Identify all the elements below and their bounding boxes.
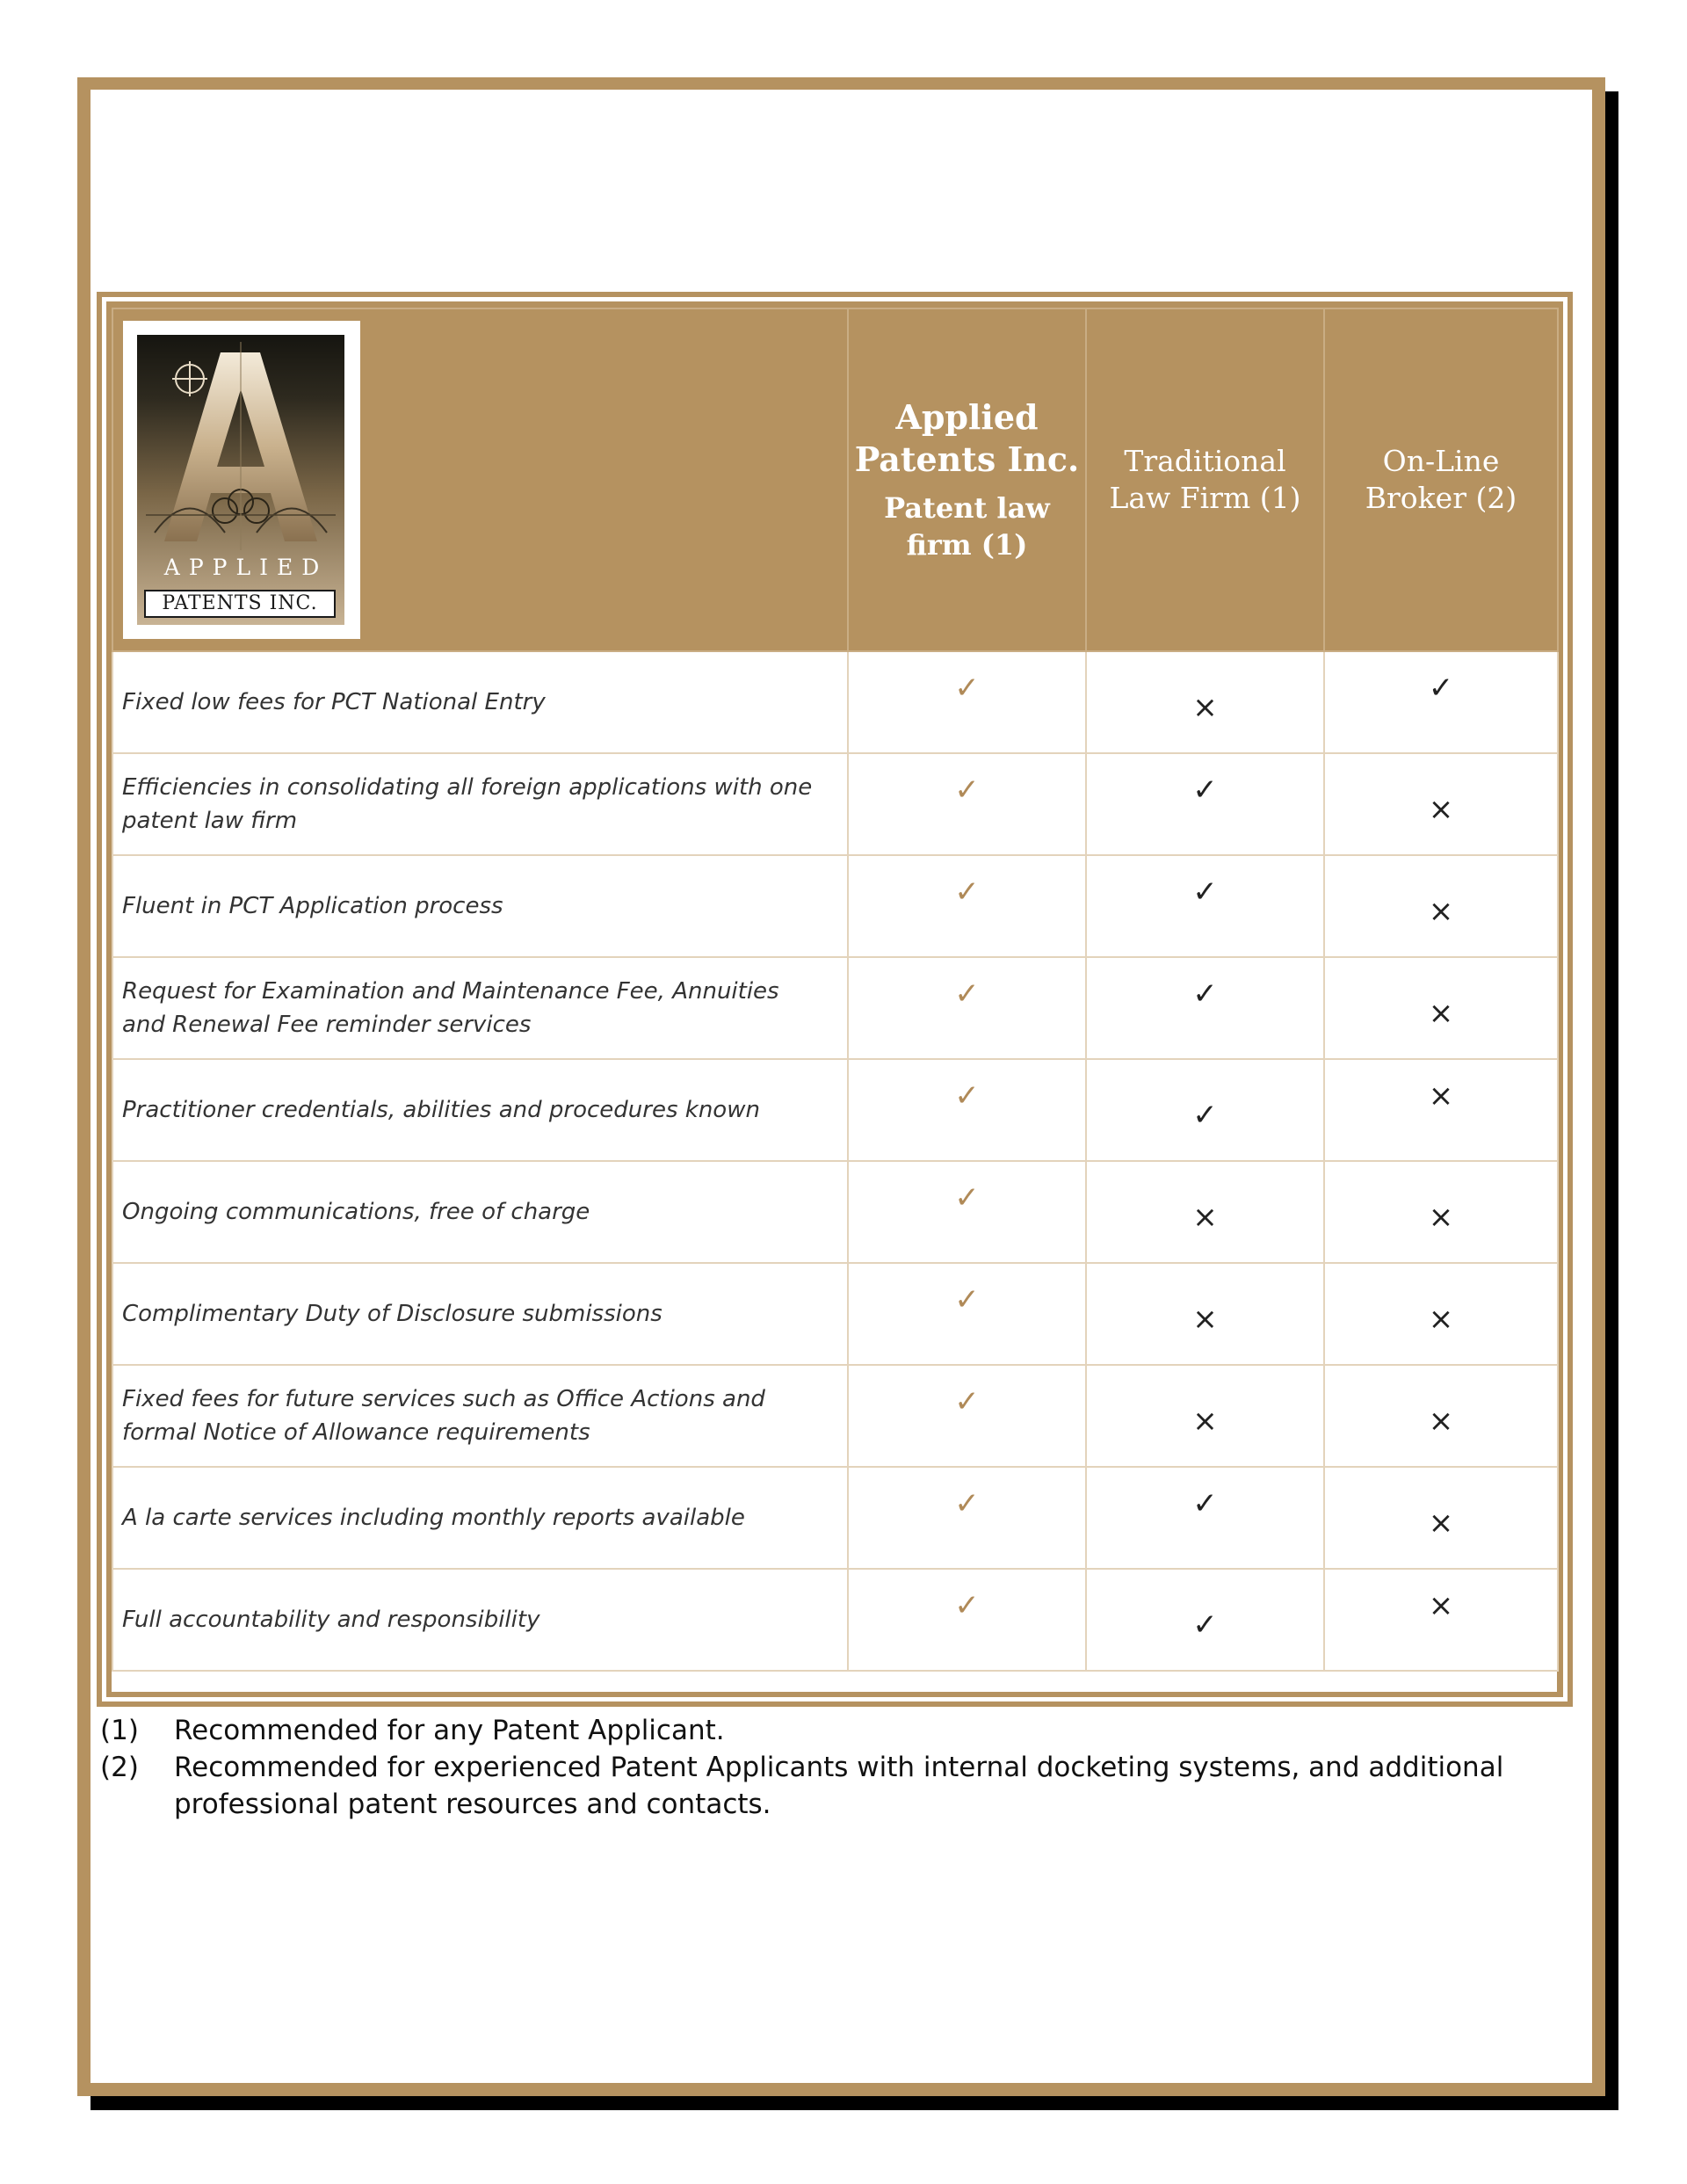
- table-row: [112, 1161, 1558, 1263]
- table-row: [112, 1263, 1558, 1365]
- cell-applied-patents: [848, 1263, 1086, 1365]
- feature-label: Ongoing communications, free of charge: [112, 1161, 848, 1263]
- check-icon: ✓: [954, 671, 980, 706]
- footnote-2: [100, 1749, 1506, 1823]
- company-logo: [123, 321, 360, 639]
- check-icon: ✓: [954, 976, 980, 1012]
- footnote-1: [100, 1712, 1506, 1749]
- header-online-broker: [1324, 308, 1558, 651]
- logo-wordmark-bottom: PATENTS INC.: [144, 590, 336, 618]
- feature-label: Practitioner credentials, abilities and procedures known: [112, 1059, 848, 1161]
- cell-traditional-law-firm: [1086, 1059, 1324, 1161]
- header-traditional-law-firm: [1086, 308, 1324, 651]
- feature-label: Fixed low fees for PCT National Entry: [112, 651, 848, 753]
- table-row: [112, 753, 1558, 855]
- table-row: [112, 1059, 1558, 1161]
- cell-online-broker: [1324, 651, 1558, 753]
- feature-label: Request for Examination and Maintenance Fee, Annuities and Renewal Fee reminder services: [112, 957, 848, 1059]
- feature-label: Efficiencies in consolidating all foreign applications with one patent law firm: [112, 753, 848, 855]
- check-icon: ✓: [1192, 1098, 1218, 1133]
- cell-applied-patents: [848, 1467, 1086, 1569]
- cell-online-broker: [1324, 1161, 1558, 1263]
- header-traditional-law-firm-label: Traditional Law Firm (1): [1109, 444, 1301, 515]
- cross-icon: ×: [1428, 1078, 1454, 1114]
- cell-online-broker: [1324, 1569, 1558, 1671]
- cross-icon: ×: [1428, 1302, 1454, 1337]
- cell-applied-patents: [848, 855, 1086, 957]
- comparison-table: [112, 308, 1559, 1672]
- cell-applied-patents: [848, 1365, 1086, 1467]
- cell-applied-patents: [848, 1059, 1086, 1161]
- cross-icon: ×: [1192, 1404, 1218, 1439]
- cross-icon: ×: [1192, 690, 1218, 725]
- cell-applied-patents: [848, 1161, 1086, 1263]
- cell-traditional-law-firm: [1086, 855, 1324, 957]
- logo-wordmark-top: APPLIED: [163, 555, 329, 580]
- header-online-broker-label: On-Line Broker (2): [1365, 444, 1517, 515]
- cell-traditional-law-firm: [1086, 1365, 1324, 1467]
- check-icon: ✓: [954, 874, 980, 910]
- table-row: [112, 1569, 1558, 1671]
- cell-applied-patents: [848, 957, 1086, 1059]
- feature-label: Complimentary Duty of Disclosure submissions: [112, 1263, 848, 1365]
- cross-icon: ×: [1428, 894, 1454, 929]
- cross-icon: ×: [1428, 792, 1454, 827]
- header-applied-patents-title: Applied Patents Inc.: [854, 397, 1080, 479]
- check-icon: ✓: [954, 1078, 980, 1114]
- logo-cell: [112, 308, 848, 651]
- cell-online-broker: [1324, 1263, 1558, 1365]
- feature-label: Fixed fees for future services such as Office Actions and formal Notice of Allowance requirements: [112, 1365, 848, 1467]
- cell-online-broker: [1324, 1059, 1558, 1161]
- check-icon: ✓: [954, 1588, 980, 1623]
- table-row: [112, 855, 1558, 957]
- header-applied-patents: [848, 308, 1086, 651]
- cross-icon: ×: [1192, 1302, 1218, 1337]
- feature-label: Fluent in PCT Application process: [112, 855, 848, 957]
- cell-traditional-law-firm: [1086, 651, 1324, 753]
- feature-label: Full accountability and responsibility: [112, 1569, 848, 1671]
- cell-applied-patents: [848, 651, 1086, 753]
- cell-online-broker: [1324, 753, 1558, 855]
- footnotes: [100, 1712, 1506, 1823]
- check-icon: ✓: [1192, 1486, 1218, 1521]
- cell-traditional-law-firm: [1086, 753, 1324, 855]
- cell-applied-patents: [848, 1569, 1086, 1671]
- check-icon: ✓: [954, 1180, 980, 1215]
- cell-online-broker: [1324, 1365, 1558, 1467]
- footnote-text: Recommended for any Patent Applicant.: [174, 1715, 725, 1746]
- check-icon: ✓: [954, 1282, 980, 1317]
- table-row: [112, 1467, 1558, 1569]
- comparison-rows: [112, 651, 1558, 1671]
- header-applied-patents-subtitle: Patent law firm (1): [884, 491, 1050, 562]
- check-icon: ✓: [1192, 773, 1218, 808]
- table-header-row: [112, 308, 1558, 651]
- table-row: [112, 651, 1558, 753]
- cell-applied-patents: [848, 753, 1086, 855]
- cell-online-broker: [1324, 855, 1558, 957]
- cross-icon: ×: [1428, 1404, 1454, 1439]
- feature-label: A la carte services including monthly reports available: [112, 1467, 848, 1569]
- footnote-number: (1): [100, 1715, 139, 1746]
- cross-icon: ×: [1428, 1200, 1454, 1235]
- logo-emblem: [137, 335, 344, 625]
- cell-traditional-law-firm: [1086, 1263, 1324, 1365]
- cross-icon: ×: [1428, 1506, 1454, 1541]
- check-icon: ✓: [1192, 976, 1218, 1012]
- footnote-number: (2): [100, 1752, 139, 1783]
- logo-letter-graphic: [137, 335, 344, 625]
- cell-online-broker: [1324, 1467, 1558, 1569]
- check-icon: ✓: [1192, 1607, 1218, 1643]
- check-icon: ✓: [954, 1486, 980, 1521]
- check-icon: ✓: [954, 1384, 980, 1419]
- footnote-text: Recommended for experienced Patent Applicants with internal docketing systems, and additional professional patent resources and contacts.: [174, 1752, 1504, 1820]
- cell-traditional-law-firm: [1086, 957, 1324, 1059]
- cross-icon: ×: [1192, 1200, 1218, 1235]
- check-icon: ✓: [1428, 671, 1454, 706]
- cross-icon: ×: [1428, 996, 1454, 1031]
- check-icon: ✓: [954, 773, 980, 808]
- check-icon: ✓: [1192, 874, 1218, 910]
- cell-online-broker: [1324, 957, 1558, 1059]
- table-row: [112, 1365, 1558, 1467]
- table-row: [112, 957, 1558, 1059]
- cell-traditional-law-firm: [1086, 1569, 1324, 1671]
- cross-icon: ×: [1428, 1588, 1454, 1623]
- cell-traditional-law-firm: [1086, 1161, 1324, 1263]
- cell-traditional-law-firm: [1086, 1467, 1324, 1569]
